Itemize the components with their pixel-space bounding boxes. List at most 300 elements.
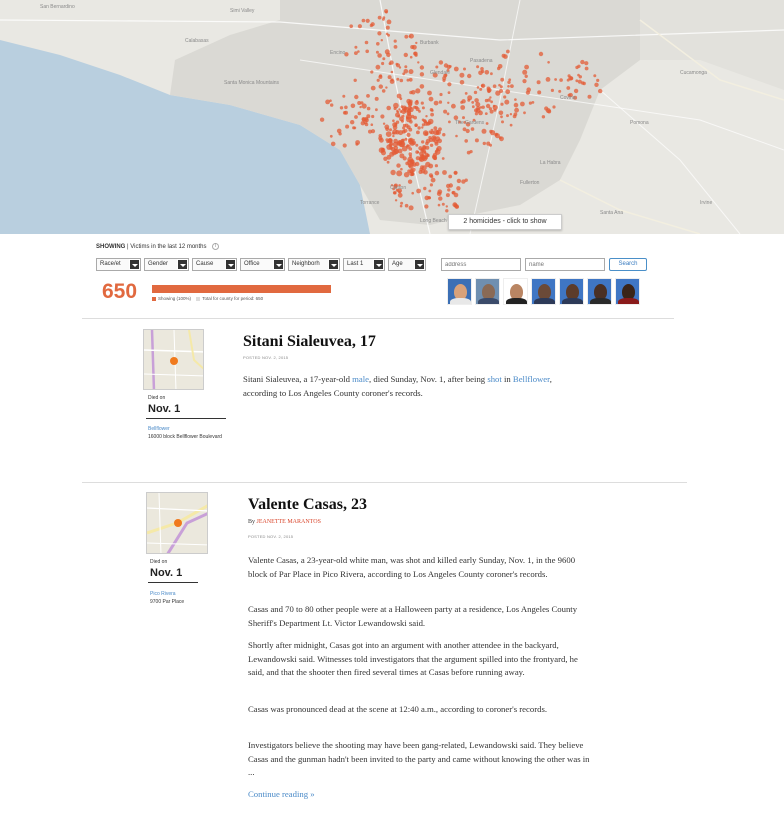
homicide-dot[interactable]: [351, 104, 356, 109]
homicide-dot[interactable]: [400, 110, 403, 113]
homicide-dot[interactable]: [344, 106, 348, 110]
homicide-dot[interactable]: [435, 66, 438, 69]
homicide-dot[interactable]: [415, 42, 417, 44]
homicide-dot[interactable]: [409, 34, 414, 39]
homicide-dot[interactable]: [479, 88, 482, 91]
homicide-dot[interactable]: [446, 205, 448, 207]
homicide-dot[interactable]: [568, 76, 573, 81]
homicide-dot[interactable]: [598, 89, 602, 93]
homicide-dot[interactable]: [539, 52, 543, 56]
homicide-dot[interactable]: [431, 178, 436, 183]
homicide-dot[interactable]: [465, 92, 468, 95]
homicide-dot[interactable]: [350, 120, 354, 124]
homicide-dot[interactable]: [365, 123, 369, 127]
homicide-dot[interactable]: [385, 11, 388, 14]
homicide-dot[interactable]: [471, 101, 474, 104]
homicide-dot[interactable]: [393, 125, 398, 130]
homicide-dot[interactable]: [477, 86, 480, 89]
homicide-dot[interactable]: [417, 126, 420, 129]
homicide-dot[interactable]: [510, 124, 513, 127]
homicide-dot[interactable]: [471, 127, 475, 131]
homicide-dot[interactable]: [325, 100, 330, 105]
homicide-dot[interactable]: [411, 90, 416, 95]
homicide-dot[interactable]: [416, 189, 421, 194]
homicide-dot[interactable]: [408, 180, 412, 184]
homicide-dot[interactable]: [406, 116, 409, 119]
homicide-dot[interactable]: [402, 106, 407, 111]
homicide-dot[interactable]: [448, 175, 452, 179]
homicide-dot[interactable]: [392, 129, 397, 134]
homicide-dot[interactable]: [400, 202, 403, 205]
homicide-dot[interactable]: [408, 128, 412, 132]
homicide-dot[interactable]: [418, 110, 421, 113]
homicide-dot[interactable]: [376, 42, 380, 46]
homicide-dot[interactable]: [386, 131, 392, 137]
homicide-dot[interactable]: [343, 143, 347, 147]
homicide-dot[interactable]: [445, 209, 448, 212]
homicide-dot[interactable]: [503, 95, 506, 98]
homicide-dot[interactable]: [430, 144, 433, 147]
homicide-dot[interactable]: [398, 108, 400, 110]
homicide-dot[interactable]: [383, 16, 386, 19]
homicide-dot[interactable]: [447, 82, 451, 86]
homicide-dot[interactable]: [380, 114, 384, 118]
homicide-dot[interactable]: [385, 138, 388, 141]
homicide-dot[interactable]: [459, 73, 464, 78]
homicide-dot[interactable]: [377, 53, 382, 58]
homicide-dot[interactable]: [585, 67, 589, 71]
homicide-dot[interactable]: [370, 24, 373, 27]
homicide-dot[interactable]: [387, 20, 392, 25]
victim-thumbnail[interactable]: [587, 278, 612, 305]
homicide-dot[interactable]: [349, 24, 353, 28]
homicide-dot[interactable]: [490, 100, 493, 103]
location-mini-map[interactable]: [146, 492, 208, 554]
homicide-dot[interactable]: [376, 65, 381, 70]
homicide-dot[interactable]: [520, 102, 525, 107]
homicide-dot[interactable]: [547, 110, 551, 114]
homicide-dot[interactable]: [436, 131, 439, 134]
homicide-dot[interactable]: [485, 112, 488, 115]
homicide-dot[interactable]: [344, 111, 348, 115]
homicide-dot[interactable]: [482, 129, 487, 134]
homicide-dot[interactable]: [435, 164, 438, 167]
homicide-dot[interactable]: [514, 98, 517, 101]
homicide-dot[interactable]: [546, 77, 551, 82]
homicide-dot[interactable]: [345, 125, 349, 129]
homicide-dot[interactable]: [504, 100, 509, 105]
homicide-dot[interactable]: [430, 183, 433, 186]
homicide-dot[interactable]: [508, 78, 511, 81]
homicide-dot[interactable]: [386, 53, 391, 58]
homicide-dot[interactable]: [390, 170, 395, 175]
homicide-dot[interactable]: [367, 107, 371, 111]
homicide-dot[interactable]: [427, 91, 432, 96]
homicide-dot[interactable]: [396, 170, 402, 176]
homicide-dot[interactable]: [552, 105, 555, 108]
homicide-dot[interactable]: [514, 108, 519, 113]
homicide-dot[interactable]: [510, 84, 514, 88]
homicide-dot[interactable]: [377, 31, 381, 35]
homicide-dot[interactable]: [430, 175, 433, 178]
homicide-dot[interactable]: [513, 115, 517, 119]
homicide-dot[interactable]: [393, 103, 399, 109]
homicide-dot[interactable]: [405, 138, 408, 141]
dropdown-age[interactable]: Age: [388, 258, 426, 271]
homicide-dot[interactable]: [529, 102, 532, 105]
homicide-dot[interactable]: [447, 188, 450, 191]
homicide-dot[interactable]: [403, 156, 407, 160]
homicide-dot[interactable]: [467, 74, 471, 78]
homicide-dot[interactable]: [449, 65, 452, 68]
homicide-dot[interactable]: [554, 78, 557, 81]
homicide-dot[interactable]: [476, 106, 480, 110]
homicide-dot[interactable]: [406, 145, 409, 148]
homicide-dot[interactable]: [407, 112, 411, 116]
link-gender[interactable]: male: [352, 374, 369, 384]
homicide-dot[interactable]: [427, 196, 430, 199]
homicide-dot[interactable]: [400, 168, 403, 171]
victim-thumbnail[interactable]: [559, 278, 584, 305]
homicide-dot[interactable]: [457, 179, 461, 183]
homicide-dot[interactable]: [472, 105, 475, 108]
homicide-dot[interactable]: [429, 97, 434, 102]
homicide-dot[interactable]: [579, 75, 582, 78]
homicide-dot[interactable]: [454, 171, 458, 175]
search-button[interactable]: Search: [609, 258, 647, 271]
dropdown-time[interactable]: Last 1: [343, 258, 385, 271]
homicide-dot[interactable]: [584, 61, 588, 65]
homicide-dot[interactable]: [452, 191, 456, 195]
homicide-dot[interactable]: [378, 16, 382, 20]
homicide-dot[interactable]: [342, 95, 345, 98]
homicide-dot[interactable]: [489, 107, 492, 110]
homicide-dot[interactable]: [463, 68, 466, 71]
homicide-dot[interactable]: [386, 26, 390, 30]
homicide-dot[interactable]: [409, 169, 413, 173]
homicide-dot[interactable]: [489, 144, 492, 147]
homicide-dot[interactable]: [357, 50, 360, 53]
homicide-dot[interactable]: [497, 67, 500, 70]
dropdown-gender[interactable]: Gender: [144, 258, 189, 271]
victim-headline[interactable]: Valente Casas, 23: [248, 496, 367, 513]
victim-headline[interactable]: Sitani Sialeuvea, 17: [243, 333, 376, 350]
homicide-dot[interactable]: [499, 89, 503, 93]
homicide-dot[interactable]: [406, 133, 410, 137]
homicide-dot[interactable]: [392, 135, 394, 137]
homicide-dot[interactable]: [357, 101, 361, 105]
homicide-dot[interactable]: [404, 53, 408, 57]
homicide-dot[interactable]: [423, 187, 426, 190]
homicide-dot[interactable]: [409, 78, 413, 82]
homicide-dot[interactable]: [354, 95, 358, 99]
homicide-dot[interactable]: [320, 118, 324, 122]
homicide-dot[interactable]: [400, 79, 404, 83]
homicide-dot[interactable]: [392, 150, 397, 155]
homicide-dot[interactable]: [547, 61, 550, 64]
homicide-dot[interactable]: [410, 141, 415, 146]
homicide-dot[interactable]: [456, 186, 460, 190]
homicide-dot[interactable]: [435, 171, 440, 176]
homicide-dot[interactable]: [420, 84, 425, 89]
homicide-dot[interactable]: [361, 121, 365, 125]
homicide-dot[interactable]: [404, 69, 409, 74]
homicide-dot[interactable]: [500, 85, 503, 88]
homicide-dot[interactable]: [416, 156, 420, 160]
homicide-dot[interactable]: [422, 146, 426, 150]
homicide-dot[interactable]: [424, 204, 428, 208]
homicide-dot[interactable]: [474, 98, 479, 103]
homicide-dot[interactable]: [423, 119, 427, 123]
homicide-dot[interactable]: [383, 123, 385, 125]
homicide-dot[interactable]: [537, 90, 541, 94]
homicide-dot[interactable]: [577, 65, 580, 68]
homicide-dot[interactable]: [358, 112, 362, 116]
homicide-dot[interactable]: [386, 106, 391, 111]
homicide-dot[interactable]: [432, 155, 436, 159]
homicide-dot[interactable]: [358, 24, 362, 28]
author-link[interactable]: JEANETTE MARANTOS: [256, 519, 321, 525]
link-cause[interactable]: shot: [487, 374, 502, 384]
homicide-dot[interactable]: [407, 159, 413, 165]
homicide-dot[interactable]: [387, 161, 390, 164]
homicide-dot[interactable]: [451, 104, 456, 109]
homicide-dot[interactable]: [430, 113, 434, 117]
homicide-dot[interactable]: [506, 50, 510, 54]
homicide-dot[interactable]: [387, 34, 390, 37]
homicide-dot[interactable]: [487, 90, 490, 93]
homicide-dot[interactable]: [467, 95, 472, 100]
homicide-dot[interactable]: [414, 123, 418, 127]
location-link[interactable]: Bellflower: [148, 426, 170, 432]
homicide-dot[interactable]: [455, 205, 459, 209]
homicide-dot[interactable]: [409, 155, 412, 158]
victim-thumbnail[interactable]: [447, 278, 472, 305]
homicide-dot[interactable]: [525, 75, 528, 78]
homicide-dot[interactable]: [594, 83, 598, 87]
homicide-dot[interactable]: [524, 65, 529, 70]
homicide-dot[interactable]: [493, 84, 497, 88]
homicide-dot[interactable]: [394, 146, 398, 150]
homicide-dot[interactable]: [388, 75, 392, 79]
homicide-dot[interactable]: [415, 150, 419, 154]
homicide-dot[interactable]: [442, 170, 447, 175]
homicide-dot[interactable]: [449, 183, 453, 187]
victim-thumbnail[interactable]: [531, 278, 556, 305]
homicide-dot[interactable]: [481, 84, 484, 87]
homicide-dot[interactable]: [409, 138, 413, 142]
homicide-dot[interactable]: [448, 121, 451, 124]
homicide-dot[interactable]: [486, 122, 489, 125]
homicide-dot[interactable]: [438, 204, 441, 207]
homicide-dot[interactable]: [394, 45, 398, 49]
homicide-dot[interactable]: [434, 101, 439, 106]
homicide-dot[interactable]: [359, 106, 361, 108]
homicide-dot[interactable]: [394, 40, 397, 43]
homicide-dot[interactable]: [371, 86, 376, 91]
homicide-dot[interactable]: [389, 62, 392, 65]
homicide-dot[interactable]: [366, 94, 370, 98]
homicide-dot[interactable]: [331, 142, 336, 147]
homicide-dot[interactable]: [400, 205, 403, 208]
homicide-dot[interactable]: [415, 144, 418, 147]
homicide-dot[interactable]: [461, 179, 465, 183]
homicide-dot[interactable]: [559, 78, 563, 82]
homicide-dot[interactable]: [396, 121, 399, 124]
homicide-dot[interactable]: [371, 115, 374, 118]
homicide-dot[interactable]: [415, 88, 420, 93]
homicide-dot[interactable]: [411, 192, 414, 195]
homicide-dot[interactable]: [365, 117, 369, 121]
homicide-dot[interactable]: [354, 79, 357, 82]
homicide-dot[interactable]: [578, 80, 582, 84]
homicide-dot[interactable]: [522, 70, 527, 75]
homicide-dot[interactable]: [381, 39, 383, 41]
homicide-dot[interactable]: [442, 133, 445, 136]
homicide-dot[interactable]: [412, 45, 417, 50]
homicide-dot[interactable]: [467, 151, 471, 155]
homicide-dot[interactable]: [431, 109, 434, 112]
homicide-dot[interactable]: [392, 119, 395, 122]
homicide-dot[interactable]: [475, 138, 479, 142]
homicide-dot[interactable]: [432, 139, 435, 142]
homicide-dot[interactable]: [379, 84, 383, 88]
location-link[interactable]: Pico Rivera: [150, 591, 176, 597]
homicide-dot[interactable]: [340, 106, 343, 109]
homicide-dot[interactable]: [382, 89, 386, 93]
homicide-dot[interactable]: [384, 125, 389, 130]
homicide-dot[interactable]: [502, 54, 506, 58]
homicide-dot[interactable]: [574, 89, 578, 93]
homicide-dot[interactable]: [399, 97, 402, 100]
victim-thumbnail[interactable]: [615, 278, 640, 305]
homicide-dot[interactable]: [330, 135, 333, 138]
homicide-dot[interactable]: [464, 139, 468, 143]
homicide-dot[interactable]: [566, 86, 570, 90]
homicide-dot[interactable]: [428, 119, 434, 125]
homicide-dot[interactable]: [475, 112, 478, 115]
homicide-dot[interactable]: [371, 123, 374, 126]
homicide-dot[interactable]: [460, 105, 465, 110]
homicide-dot[interactable]: [413, 116, 417, 120]
homicide-dot[interactable]: [510, 113, 512, 115]
homicide-dot[interactable]: [379, 74, 382, 77]
homicide-dot[interactable]: [376, 51, 379, 54]
homicide-dot[interactable]: [437, 139, 442, 144]
homicide-dot[interactable]: [404, 65, 407, 68]
homicide-dot[interactable]: [417, 61, 419, 63]
homicide-dot[interactable]: [421, 140, 424, 143]
homicide-dot[interactable]: [493, 109, 496, 112]
homicide-dot[interactable]: [362, 19, 366, 23]
homicide-dot[interactable]: [396, 163, 400, 167]
homicide-dot[interactable]: [537, 80, 541, 84]
homicide-dot[interactable]: [368, 130, 372, 134]
link-neighborhood[interactable]: Bellflower: [512, 374, 550, 384]
homicide-dot[interactable]: [462, 116, 465, 119]
homicide-dot[interactable]: [463, 127, 467, 131]
homicide-dot[interactable]: [420, 165, 424, 169]
map-tooltip[interactable]: 2 homicides - click to show: [448, 214, 562, 230]
homicide-dot[interactable]: [381, 150, 386, 155]
homicide-dot[interactable]: [365, 41, 369, 45]
victim-thumbnail[interactable]: [503, 278, 528, 305]
homicide-dot[interactable]: [415, 54, 418, 57]
homicide-dot[interactable]: [505, 89, 510, 94]
homicide-dot[interactable]: [514, 103, 519, 108]
homicide-dot[interactable]: [446, 193, 450, 197]
homicide-dot[interactable]: [391, 71, 394, 74]
homicide-dot[interactable]: [455, 135, 458, 138]
homicide-dot[interactable]: [506, 114, 509, 117]
homicide-dot[interactable]: [485, 99, 488, 102]
homicide-dot[interactable]: [429, 138, 433, 142]
homicide-dot[interactable]: [355, 143, 358, 146]
homicide-dot[interactable]: [428, 190, 431, 193]
homicide-dot[interactable]: [404, 35, 408, 39]
homicide-dot[interactable]: [481, 70, 484, 73]
continue-reading-link[interactable]: Continue reading »: [248, 789, 315, 799]
homicide-dot[interactable]: [409, 147, 413, 151]
name-input[interactable]: [525, 258, 605, 271]
homicide-dot[interactable]: [438, 196, 442, 200]
homicide-dot[interactable]: [421, 126, 423, 128]
homicide-dot[interactable]: [423, 130, 429, 136]
homicide-dot[interactable]: [437, 191, 442, 196]
homicide-dot[interactable]: [409, 107, 414, 112]
dropdown-cause[interactable]: Cause: [192, 258, 237, 271]
homicide-dot[interactable]: [390, 142, 394, 146]
homicide-dot[interactable]: [405, 124, 409, 128]
homicide-dot[interactable]: [439, 100, 442, 103]
homicide-dot[interactable]: [490, 72, 493, 75]
homicide-dot[interactable]: [438, 127, 442, 131]
homicide-dot[interactable]: [382, 148, 385, 151]
homicide-dot[interactable]: [398, 140, 402, 144]
homicide-dot[interactable]: [409, 69, 414, 74]
homicide-dot[interactable]: [437, 146, 442, 151]
homicide-dot[interactable]: [593, 74, 596, 77]
homicide-dot[interactable]: [500, 103, 503, 106]
homicide-dot[interactable]: [482, 106, 485, 109]
homicide-dot[interactable]: [500, 115, 503, 118]
info-icon[interactable]: i: [212, 243, 219, 250]
homicide-dot[interactable]: [461, 99, 465, 103]
homicide-dot[interactable]: [409, 120, 413, 124]
homicide-dot[interactable]: [352, 126, 355, 129]
homicide-dot[interactable]: [426, 154, 429, 157]
homicide-dot[interactable]: [551, 89, 554, 92]
homicide-dot[interactable]: [447, 112, 450, 115]
homicide-dot[interactable]: [507, 85, 510, 88]
dropdown-race[interactable]: Race/et: [96, 258, 141, 271]
homicide-dot[interactable]: [377, 79, 380, 82]
homicide-dot[interactable]: [385, 86, 387, 88]
homicide-dot[interactable]: [416, 131, 420, 135]
homicide-dot[interactable]: [500, 78, 504, 82]
homicide-dot[interactable]: [393, 191, 396, 194]
homicide-dot[interactable]: [493, 105, 495, 107]
homicide-dot[interactable]: [375, 108, 378, 111]
homicide-dot[interactable]: [526, 91, 530, 95]
homicide-dot[interactable]: [409, 205, 414, 210]
homicide-dot[interactable]: [406, 99, 411, 104]
homicide-dot[interactable]: [375, 97, 379, 101]
homicide-dot[interactable]: [442, 203, 445, 206]
homicide-dot[interactable]: [499, 111, 504, 116]
homicide-dot[interactable]: [398, 149, 403, 154]
homicide-dot[interactable]: [485, 70, 490, 75]
